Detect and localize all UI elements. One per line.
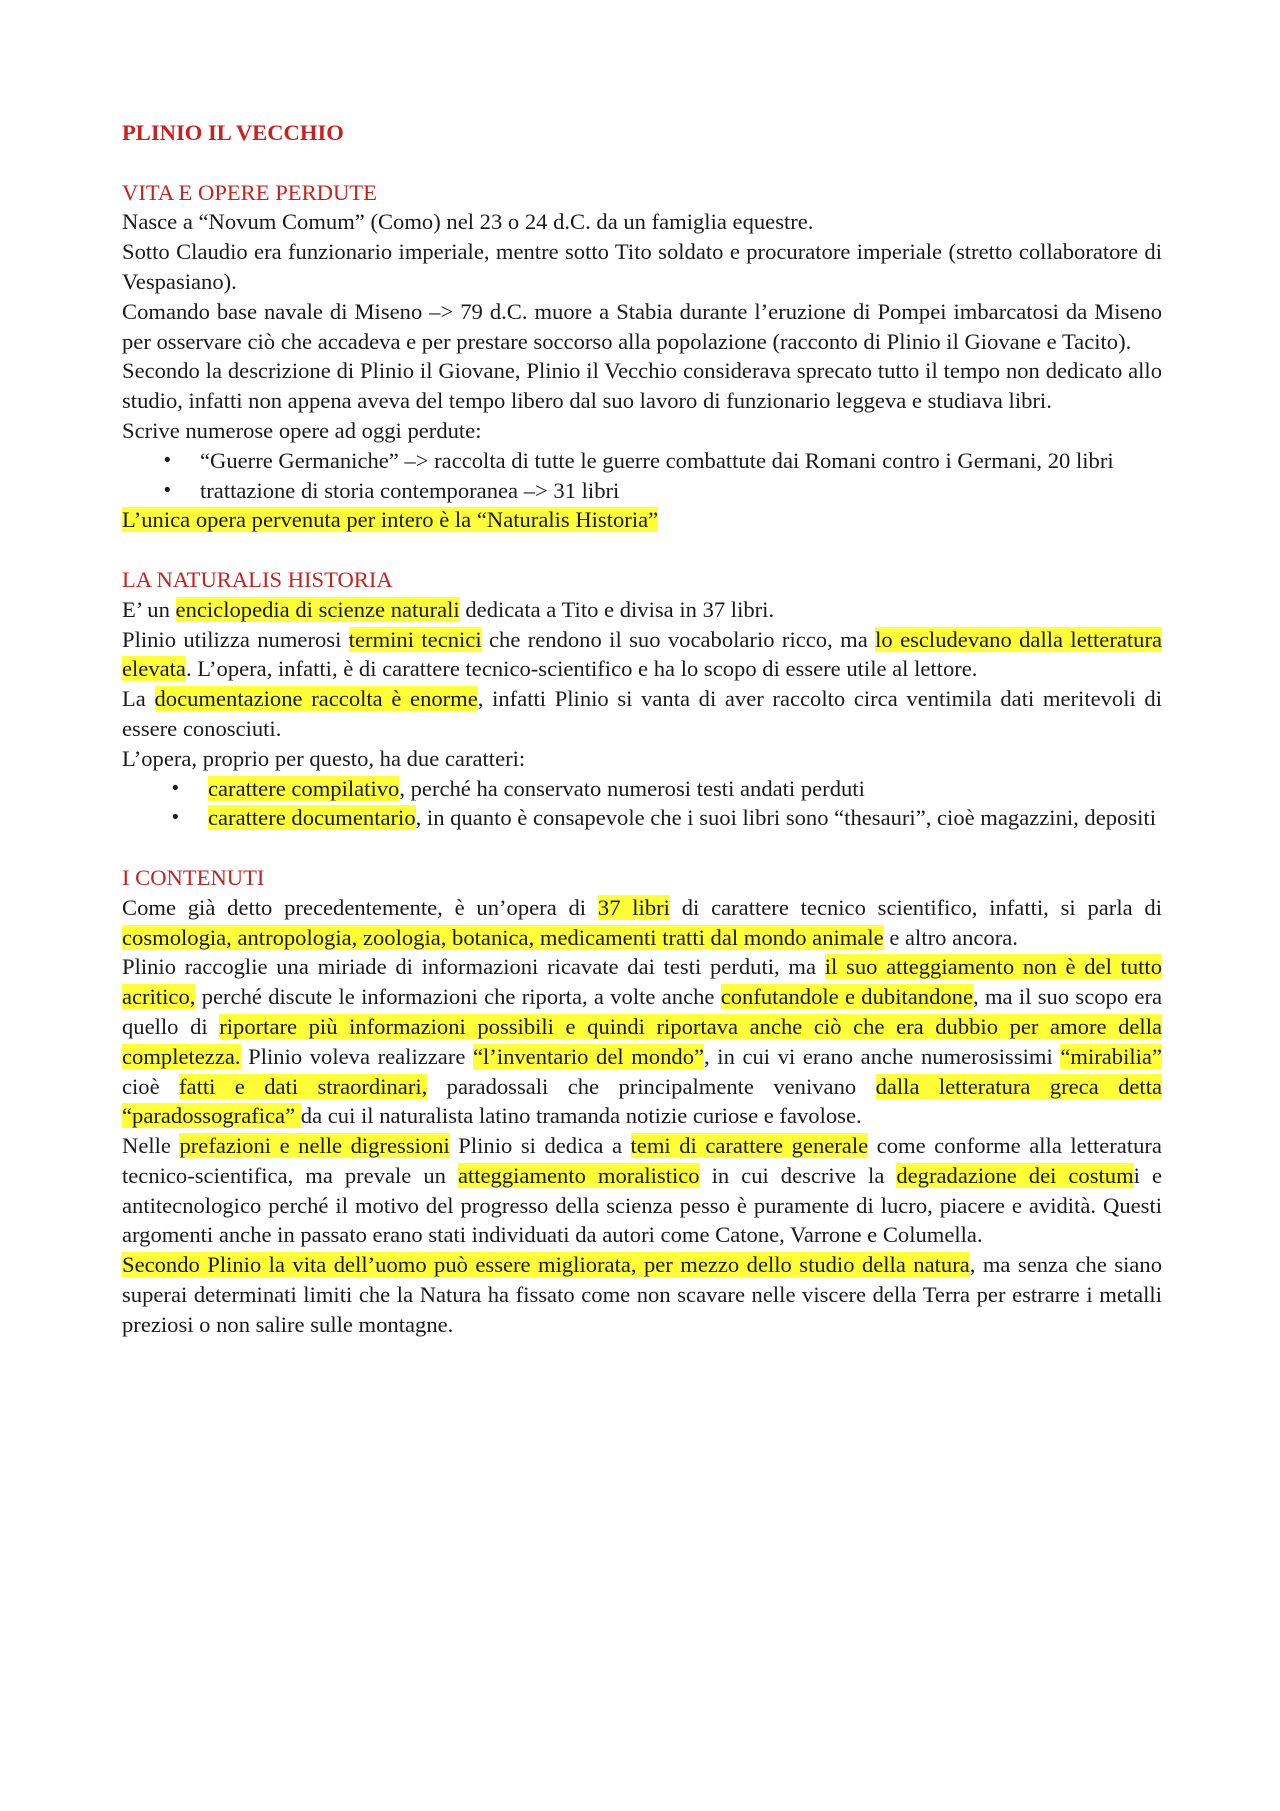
highlighted-text: confutandole e dubitandone	[720, 984, 973, 1010]
text-run: “Guerre Germaniche” –> raccolta di tutte le guerre combattute dai Romani contro i Germani, 20 libri	[200, 447, 1114, 473]
paragraph	[122, 416, 1162, 446]
highlighted-text: carattere compilativo	[208, 775, 400, 801]
highlighted-text: Secondo Plinio la vita dell’uomo può essere migliorata, per mezzo dello studio della natura	[122, 1252, 970, 1278]
text-run: , ma il suo scopo era quello di	[122, 984, 1162, 1039]
document-page	[122, 118, 1162, 1369]
text-run: Plinio utilizza numerosi	[122, 626, 349, 652]
paragraph	[122, 297, 1162, 357]
paragraph	[122, 505, 1162, 535]
section-heading: VITA E OPERE PERDUTE	[122, 179, 377, 205]
list-item	[122, 803, 1162, 833]
text-run: trattazione di storia contemporanea –> 31 libri	[200, 477, 620, 503]
paragraph	[122, 684, 1162, 744]
highlighted-text: fatti e dati straordinari,	[179, 1073, 428, 1099]
bullet-icon: •	[170, 807, 181, 829]
list-item	[122, 774, 1162, 804]
text-run: dedicata a Tito e divisa in 37 libri.	[459, 596, 775, 622]
highlighted-text: “l’inventario del mondo”	[472, 1043, 705, 1069]
text-run: da cui il naturalista latino tramanda notizie curiose e favolose.	[300, 1103, 862, 1129]
paragraph	[122, 595, 1162, 625]
list-item	[122, 476, 1162, 506]
paragraph	[122, 744, 1162, 774]
text-run: Comando base navale di Miseno –> 79 d.C. muore a Stabia durante l’eruzione di Pompei imbarcatosi da Miseno per osservare ciò che accadeva e per prestare soccorso alla popolazione (racconto di Plinio il Giovane e Tacito).	[122, 298, 1162, 354]
bulleted-list	[122, 774, 1162, 834]
paragraph	[122, 1250, 1162, 1339]
highlighted-text: il suo atteggiamento non è del tutto acritico,	[122, 954, 1162, 1010]
text-run: paradossali che principalmente venivano	[427, 1073, 876, 1099]
paragraph	[122, 207, 1162, 237]
text-run: Come già detto precedentemente, è un’opera di	[122, 894, 598, 920]
highlighted-text: temi di carattere generale	[630, 1133, 869, 1159]
highlighted-text: enciclopedia di scienze naturali	[175, 596, 460, 622]
paragraph	[122, 237, 1162, 297]
text-run: La	[122, 686, 155, 712]
text-run: Nasce a “Novum Comum” (Como) nel 23 o 24 d.C. da un famiglia equestre.	[122, 209, 814, 235]
text-run: Plinio voleva realizzare	[240, 1043, 473, 1069]
text-run: in cui descrive la	[699, 1162, 897, 1188]
text-run: di carattere tecnico scientifico, infatti, si parla di	[669, 894, 1162, 920]
paragraph	[122, 625, 1162, 685]
bullet-icon: •	[162, 479, 173, 501]
list-item	[122, 446, 1162, 476]
highlighted-text: riportare più informazioni possibili e quindi riportava anche ciò che era dubbio per amore della completezza.	[122, 1013, 1162, 1069]
bullet-icon: •	[170, 777, 181, 799]
section-heading: LA NATURALIS HISTORIA	[122, 566, 393, 592]
section-heading: I CONTENUTI	[122, 864, 265, 890]
paragraph	[122, 356, 1162, 416]
text-run: Plinio raccoglie una miriade di informazioni ricavate dai testi perduti, ma	[122, 954, 825, 980]
text-run: L’opera, proprio per questo, ha due caratteri:	[122, 745, 526, 771]
highlighted-text: 37 libri	[597, 894, 670, 920]
text-run: e altro ancora.	[883, 924, 1018, 950]
paragraph	[122, 893, 1162, 953]
bullet-icon: •	[162, 449, 173, 471]
highlighted-text: documentazione raccolta è enorme	[154, 686, 478, 712]
text-run: che rendono il suo vocabolario ricco, ma	[481, 626, 876, 652]
text-run: Nelle	[122, 1133, 180, 1159]
text-run: , infatti Plinio si vanta di aver raccolto circa ventimila dati meritevoli di essere conosciuti.	[122, 686, 1163, 741]
highlighted-text: lo escludevano dalla letteratura elevata	[122, 626, 1162, 682]
text-run: Sotto Claudio era funzionario imperiale, mentre sotto Tito soldato e procuratore imperiale (stretto collaboratore di Vespasiano).	[122, 239, 1162, 294]
document-body	[122, 178, 1162, 1340]
text-run: , ma senza che siano superai determinati limiti che la Natura ha fissato come non scavare nelle viscere della Terra per estrarre i metalli preziosi o non salire sulle montagne.	[122, 1252, 1162, 1337]
bulleted-list	[122, 446, 1162, 506]
text-run: , in cui vi erano anche numerosissimi	[704, 1043, 1061, 1069]
text-run: Scrive numerose opere ad oggi perdute:	[122, 417, 482, 443]
text-run: E’ un	[122, 596, 176, 622]
text-run: Plinio si dedica a	[449, 1133, 631, 1159]
highlighted-text: carattere documentario	[208, 805, 416, 831]
highlighted-text: atteggiamento moralistico	[457, 1162, 700, 1188]
text-run: i e antitecnologico perché il motivo del progresso della scienza pesso è puramente di lucro, piacere e avidità. Questi argomenti anche in passato erano stati individuati da autori come Catone, Varrone e Columella.	[122, 1162, 1162, 1248]
highlighted-text: cosmologia, antropologia, zoologia, botanica, medicamenti tratti dal mondo animale	[122, 924, 884, 950]
text-run: , perché ha conservato numerosi testi andati perduti	[399, 775, 865, 801]
highlighted-text: dalla letteratura greca detta “paradossografica”	[122, 1073, 1163, 1129]
document-section	[122, 178, 1162, 536]
text-run: , in quanto è consapevole che i suoi libri sono “thesauri”, cioè magazzini, depositi	[415, 805, 1156, 831]
document-title: PLINIO IL VECCHIO	[122, 120, 344, 145]
highlighted-text: degradazione dei costum	[896, 1162, 1134, 1188]
highlighted-text: L’unica opera pervenuta per intero è la “Naturalis Historia”	[122, 507, 659, 533]
text-run: cioè	[122, 1073, 180, 1099]
highlighted-text: termini tecnici	[348, 626, 482, 652]
text-run: Secondo la descrizione di Plinio il Giovane, Plinio il Vecchio considerava sprecato tutto il tempo non dedicato allo studio, infatti non appena aveva del tempo libero dal suo lavoro di funzionario leggeva e studiava libri.	[122, 358, 1162, 414]
text-run: . L’opera, infatti, è di carattere tecnico-scientifico e ha lo scopo di essere utile al lettore.	[185, 656, 978, 682]
highlighted-text: “mirabilia”	[1060, 1043, 1162, 1069]
text-run: come conforme alla letteratura tecnico-scientifica, ma prevale un	[122, 1133, 1162, 1188]
document-section	[122, 863, 1162, 1340]
paragraph	[122, 1131, 1162, 1250]
document-section	[122, 565, 1162, 833]
paragraph	[122, 952, 1162, 1131]
highlighted-text: prefazioni e nelle digressioni	[179, 1133, 450, 1159]
text-run: perché discute le informazioni che riporta, a volte anche	[195, 984, 721, 1010]
